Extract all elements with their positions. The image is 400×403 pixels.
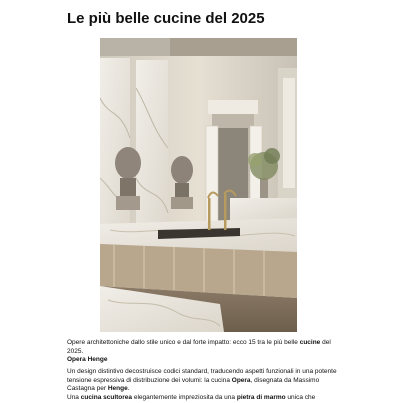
intro-text-2: del 2025. bbox=[67, 339, 331, 355]
intro-text-1: Opere architettoniche dallo stile unico e dal forte impatto: ecco 15 tra le più belle bbox=[67, 339, 300, 346]
desc-text-1: Un design distintivo decostruisce codici standard, traducendo aspetti funzionali in una potente tensione espressiva di distribuzione dei volumi: la cucina bbox=[67, 368, 337, 384]
kitchen-photo bbox=[100, 38, 297, 332]
desc-bold-henge: Henge bbox=[107, 385, 128, 392]
intro-paragraph bbox=[67, 339, 337, 356]
desc-bold-opera: Opera bbox=[231, 376, 251, 384]
section-subheading: Opera Henge bbox=[67, 356, 108, 363]
desc-text-3: . bbox=[127, 385, 130, 392]
page-title: Le più belle cucine del 2025 bbox=[67, 10, 265, 27]
description-paragraph bbox=[67, 368, 337, 394]
sculpt-bold-pietra: pietra di marmo bbox=[236, 394, 286, 401]
intro-bold-cucine: cucine bbox=[299, 339, 321, 346]
sculpt-text-1: Una bbox=[67, 394, 81, 401]
sculpt-text-2: elegantemente impreziosita da una bbox=[132, 394, 237, 401]
desc-text-2: , disegnata da Massimo Castagna per bbox=[67, 376, 320, 392]
sculpt-text-3: unica che bbox=[285, 394, 316, 401]
sculpture-paragraph bbox=[67, 394, 337, 403]
sculpt-bold-cucina: cucina scultorea bbox=[80, 394, 133, 401]
